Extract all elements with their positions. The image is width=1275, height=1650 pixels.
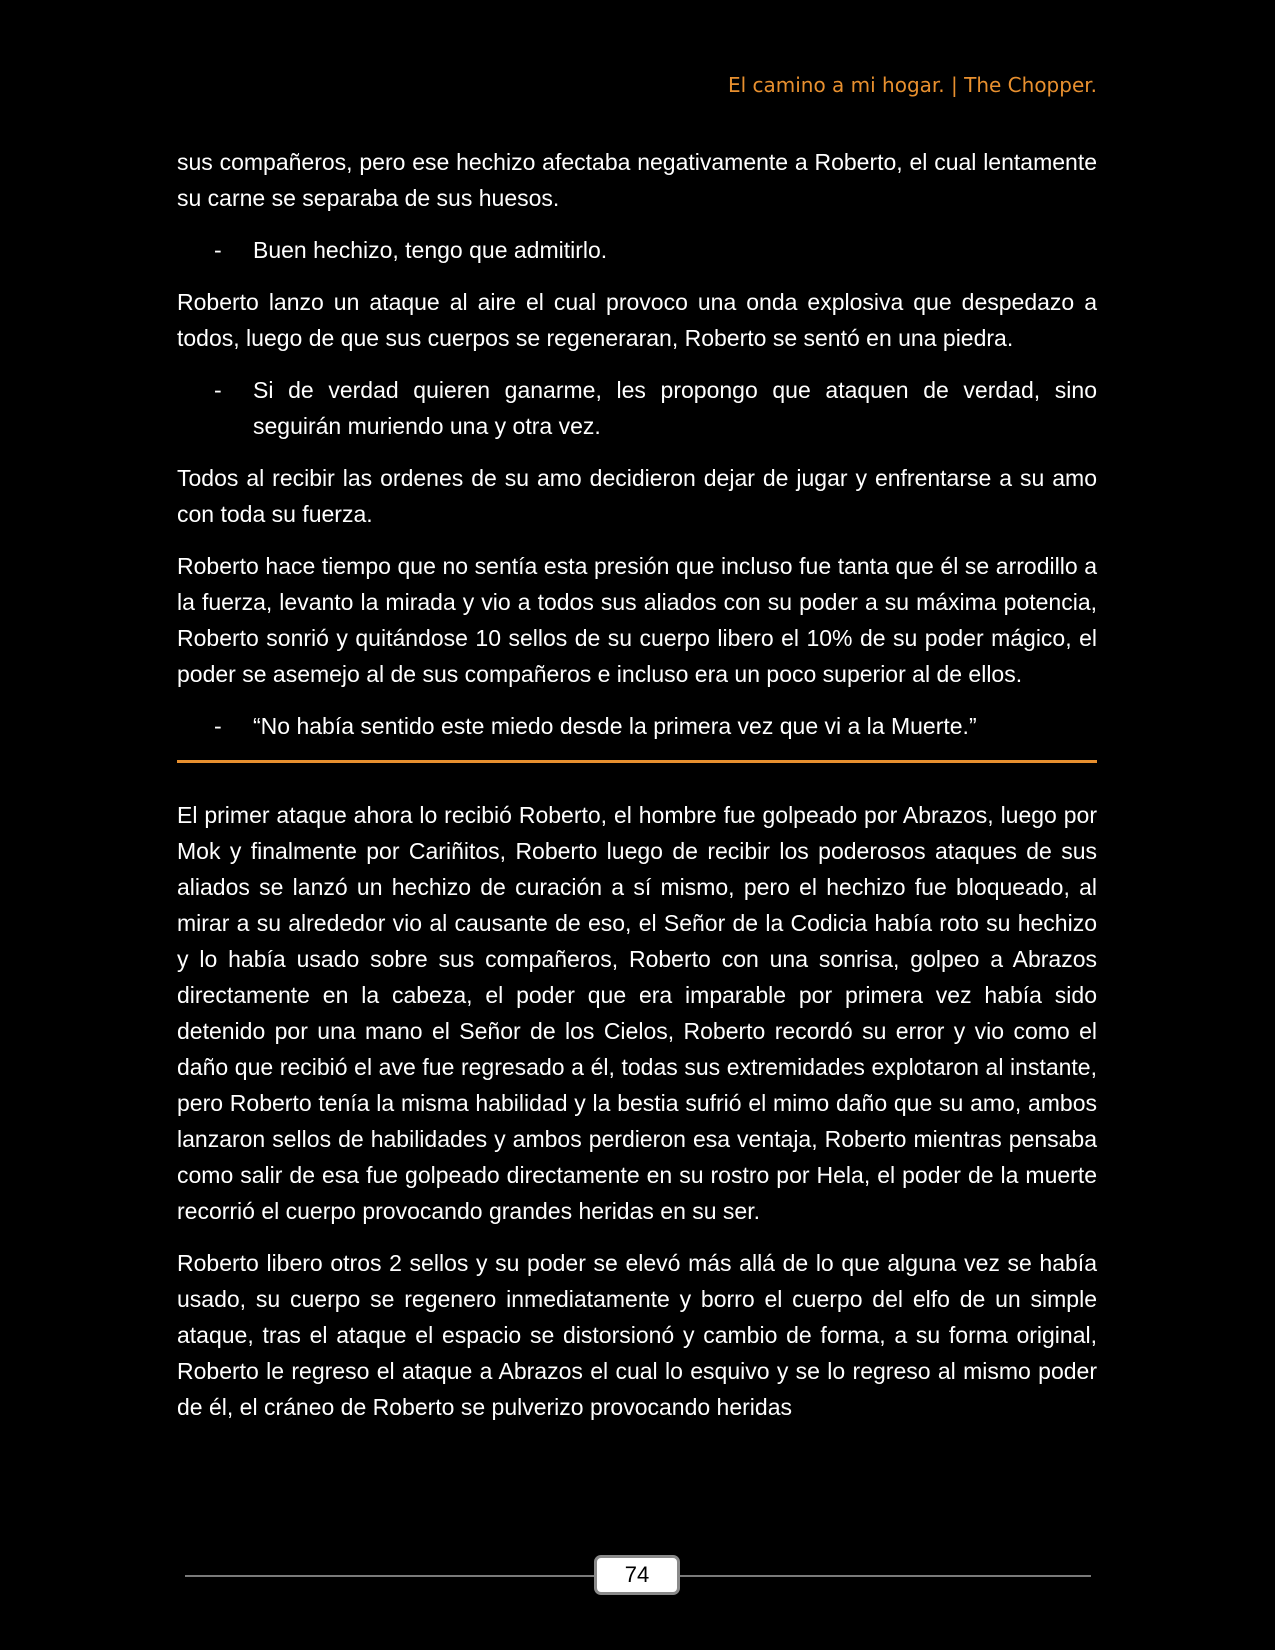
page-number: 74 [594, 1555, 680, 1595]
dialogue-line [177, 372, 1097, 444]
dialogue-text: Buen hechizo, tengo que admitirlo. [253, 237, 608, 263]
paragraph: El primer ataque ahora lo recibió Roberto, el hombre fue golpeado por Abrazos, luego por Mok y finalmente por Cariñitos, Roberto luego de recibir los poderosos ataques de sus aliados se lanzó un hechizo de curación a sí mismo, pero el hechizo fue bloqueado, al mirar a su alrededor vio al causante de eso, el Señor de la Codicia había roto su hechizo y lo había usado sobre sus compañeros, Roberto con una sonrisa, golpeo a Abrazos directamente en la cabeza, el poder que era imparable por primera vez había sido detenido por una mano el Señor de los Cielos, Roberto recordó su error y vio como el daño que recibió el ave fue regresado a él, todas sus extremidades explotaron al instante, pero Roberto tenía la misma habilidad y la bestia sufrió el mimo daño que su amo, ambos lanzaron sellos de habilidades y ambos perdieron esa ventaja, Roberto mientras pensaba como salir de esa fue golpeado directamente en su rostro por Hela, el poder de la muerte recorrió el cuerpo provocando grandes heridas en su ser. [177, 802, 1097, 1224]
dialogue-dash: - [214, 377, 222, 403]
dialogue-line [177, 708, 1097, 744]
paragraph: Roberto lanzo un ataque al aire el cual provoco una onda explosiva que despedazo a todos, luego de que sus cuerpos se regeneraran, Roberto se sentó en una piedra. [177, 289, 1097, 351]
paragraph: sus compañeros, pero ese hechizo afectaba negativamente a Roberto, el cual lentamente su carne se separaba de sus huesos. [177, 149, 1097, 211]
dialogue-text: “No había sentido este miedo desde la primera vez que vi a la Muerte.” [253, 713, 977, 739]
section-divider [177, 760, 1097, 763]
dialogue-dash: - [214, 713, 222, 739]
paragraph: Roberto libero otros 2 sellos y su poder se elevó más allá de lo que alguna vez se había usado, su cuerpo se regenero inmediatamente y borro el cuerpo del elfo de un simple ataque, tras el ataque el espacio se distorsionó y cambio de forma, a su forma original, Roberto le regreso el ataque a Abrazos el cual lo esquivo y se lo regreso al mismo poder de él, el cráneo de Roberto se pulverizo provocando heridas [177, 1250, 1097, 1420]
dialogue-text: Si de verdad quieren ganarme, les propongo que ataquen de verdad, sino seguirán muriendo una y otra vez. [253, 377, 1097, 439]
paragraph: Todos al recibir las ordenes de su amo decidieron dejar de jugar y enfrentarse a su amo con toda su fuerza. [177, 465, 1097, 527]
running-header: El camino a mi hogar. | The Chopper. [727, 73, 1097, 97]
paragraph: Roberto hace tiempo que no sentía esta presión que incluso fue tanta que él se arrodillo a la fuerza, levanto la mirada y vio a todos sus aliados con su poder a su máxima potencia, Roberto sonrió y quitándose 10 sellos de su cuerpo libero el 10% de su poder mágico, el poder se asemejo al de sus compañeros e incluso era un poco superior al de ellos. [177, 553, 1097, 687]
dialogue-dash: - [214, 237, 222, 263]
dialogue-line [177, 232, 1097, 268]
page-body [177, 144, 1097, 1441]
